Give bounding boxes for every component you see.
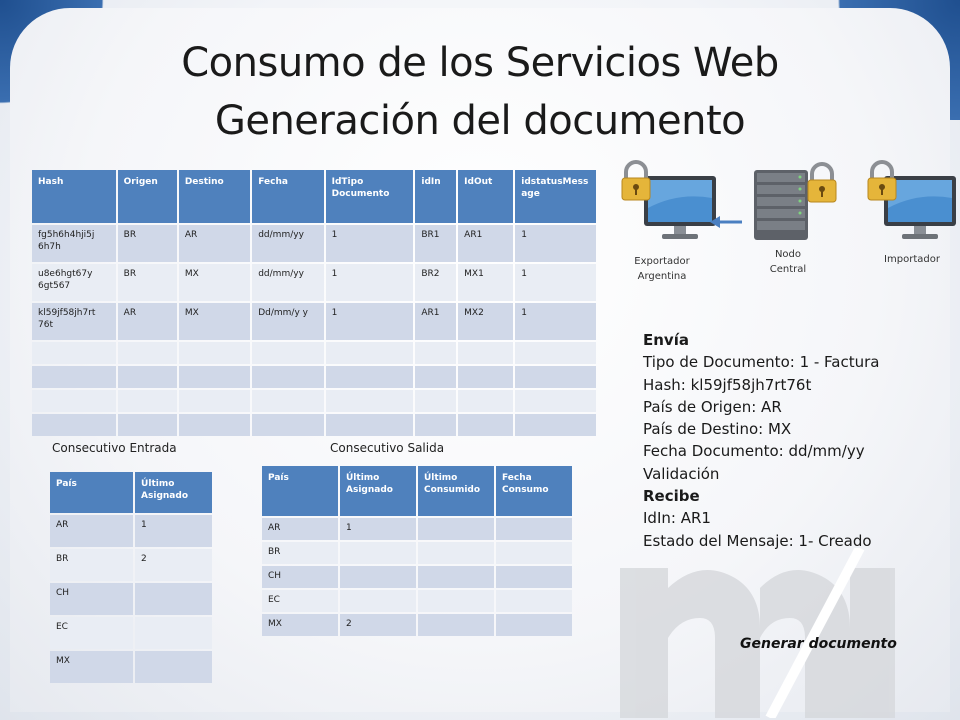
col-header-pais: País bbox=[50, 472, 133, 513]
table-row-empty bbox=[32, 366, 596, 388]
info-fecha: Fecha Documento: dd/mm/yy bbox=[643, 442, 865, 461]
cell bbox=[340, 542, 416, 564]
arrow-left-icon bbox=[708, 214, 744, 230]
info-validacion: Validación bbox=[643, 464, 720, 483]
col-header-ultimo-asignado: Último Asignado bbox=[135, 472, 212, 513]
cell: AR bbox=[118, 303, 177, 340]
cell: CH bbox=[50, 583, 133, 615]
cell: 1 bbox=[326, 264, 414, 301]
label-nodo-central: Nodo Central bbox=[769, 249, 807, 275]
col-header-ultimo-asignado: Último Asignado bbox=[340, 466, 416, 516]
cell: MX bbox=[262, 614, 338, 636]
table-row bbox=[262, 566, 572, 588]
table-header-row bbox=[262, 466, 572, 516]
cell bbox=[418, 518, 494, 540]
lock-icon bbox=[808, 164, 836, 202]
cell: AR bbox=[50, 515, 133, 547]
cell: 1 bbox=[515, 225, 596, 262]
cell bbox=[135, 617, 212, 649]
table-row bbox=[50, 549, 212, 581]
cell: 1 bbox=[515, 264, 596, 301]
cell: 1 bbox=[326, 225, 414, 262]
logo-watermark-icon bbox=[620, 548, 920, 718]
cell bbox=[135, 583, 212, 615]
table-row bbox=[50, 515, 212, 547]
envia-heading: Envía bbox=[643, 331, 689, 349]
table-row bbox=[262, 542, 572, 564]
slide-title-line1: Consumo de los Servicios Web bbox=[181, 40, 779, 86]
cell: EC bbox=[262, 590, 338, 612]
cell bbox=[496, 566, 572, 588]
col-header-destino: Destino bbox=[179, 170, 250, 223]
cell: dd/mm/yy bbox=[252, 225, 323, 262]
table-header-row bbox=[50, 472, 212, 513]
col-header-idstatus: idstatusMess age bbox=[515, 170, 596, 223]
info-estado: Estado del Mensaje: 1- Creado bbox=[643, 531, 872, 550]
table-row bbox=[262, 614, 572, 636]
cell: Dd/mm/y y bbox=[252, 303, 323, 340]
col-header-pais: País bbox=[262, 466, 338, 516]
cell: u8e6hgt67y 6gt567 bbox=[32, 264, 116, 301]
table-row bbox=[32, 225, 596, 262]
col-header-fecha-consumo: Fecha Consumo bbox=[496, 466, 572, 516]
info-destino: País de Destino: MX bbox=[643, 420, 792, 439]
info-idin: IdIn: AR1 bbox=[643, 509, 711, 528]
table-row bbox=[262, 590, 572, 612]
importador-node bbox=[862, 158, 958, 244]
col-header-idtipo: IdTipo Documento bbox=[326, 170, 414, 223]
table-row bbox=[32, 303, 596, 340]
central-node bbox=[748, 160, 840, 242]
cell: kl59jf58jh7rt 76t bbox=[32, 303, 116, 340]
table-row bbox=[50, 651, 212, 683]
cell bbox=[496, 518, 572, 540]
cell: BR bbox=[118, 225, 177, 262]
table-row-empty bbox=[32, 414, 596, 436]
cell bbox=[496, 614, 572, 636]
exportador-node bbox=[618, 158, 722, 244]
col-header-fecha: Fecha bbox=[252, 170, 323, 223]
col-header-idin: idIn bbox=[415, 170, 456, 223]
cell: 1 bbox=[135, 515, 212, 547]
caption-consecutivo-entrada: Consecutivo Entrada bbox=[52, 441, 177, 455]
cell bbox=[496, 542, 572, 564]
col-header-idout: IdOut bbox=[458, 170, 513, 223]
cell: 2 bbox=[135, 549, 212, 581]
cell: dd/mm/yy bbox=[252, 264, 323, 301]
cell: MX bbox=[50, 651, 133, 683]
label-importador: Importador bbox=[884, 254, 940, 265]
cell bbox=[496, 590, 572, 612]
cell: AR bbox=[262, 518, 338, 540]
cell bbox=[340, 566, 416, 588]
slide-title-line2: Generación del documento bbox=[214, 98, 746, 144]
table-row bbox=[32, 264, 596, 301]
label-exportador: Exportador Argentina bbox=[634, 256, 690, 282]
cell: AR bbox=[179, 225, 250, 262]
info-hash: Hash: kl59jf58jh7rt76t bbox=[643, 375, 812, 394]
table-row-empty bbox=[32, 342, 596, 364]
cell bbox=[418, 542, 494, 564]
message-info bbox=[643, 329, 880, 552]
cell bbox=[135, 651, 212, 683]
generar-documento-link[interactable]: Generar documento bbox=[740, 636, 897, 652]
cell: BR bbox=[50, 549, 133, 581]
cell: MX2 bbox=[458, 303, 513, 340]
table-row bbox=[50, 617, 212, 649]
cell: BR1 bbox=[415, 225, 456, 262]
server-icon bbox=[754, 170, 808, 240]
cell: EC bbox=[50, 617, 133, 649]
cell: 1 bbox=[326, 303, 414, 340]
caption-consecutivo-salida: Consecutivo Salida bbox=[330, 441, 445, 455]
recibe-heading: Recibe bbox=[643, 487, 700, 506]
col-header-origen: Origen bbox=[118, 170, 177, 223]
cell: BR2 bbox=[415, 264, 456, 301]
cell: 1 bbox=[515, 303, 596, 340]
col-header-hash: Hash bbox=[32, 170, 116, 223]
cell: MX1 bbox=[458, 264, 513, 301]
cell bbox=[418, 590, 494, 612]
table-row bbox=[50, 583, 212, 615]
cell: BR bbox=[262, 542, 338, 564]
lock-icon bbox=[622, 162, 650, 200]
consecutivo-entrada-table bbox=[48, 470, 214, 685]
cell: 2 bbox=[340, 614, 416, 636]
lock-icon bbox=[868, 162, 896, 200]
info-tipo: Tipo de Documento: 1 - Factura bbox=[643, 353, 880, 372]
cell bbox=[340, 590, 416, 612]
cell bbox=[418, 614, 494, 636]
info-origen: País de Origen: AR bbox=[643, 397, 782, 416]
table-header-row bbox=[32, 170, 596, 223]
monitor-icon bbox=[644, 176, 716, 239]
consecutivo-salida-table bbox=[260, 464, 574, 638]
cell: MX bbox=[179, 264, 250, 301]
cell: CH bbox=[262, 566, 338, 588]
table-row bbox=[262, 518, 572, 540]
cell bbox=[418, 566, 494, 588]
col-header-ultimo-consumido: Último Consumido bbox=[418, 466, 494, 516]
cell: MX bbox=[179, 303, 250, 340]
table-row-empty bbox=[32, 390, 596, 412]
documents-table bbox=[30, 168, 598, 438]
cell: 1 bbox=[340, 518, 416, 540]
cell: fg5h6h4hji5j 6h7h bbox=[32, 225, 116, 262]
cell: AR1 bbox=[415, 303, 456, 340]
cell: AR1 bbox=[458, 225, 513, 262]
cell: BR bbox=[118, 264, 177, 301]
